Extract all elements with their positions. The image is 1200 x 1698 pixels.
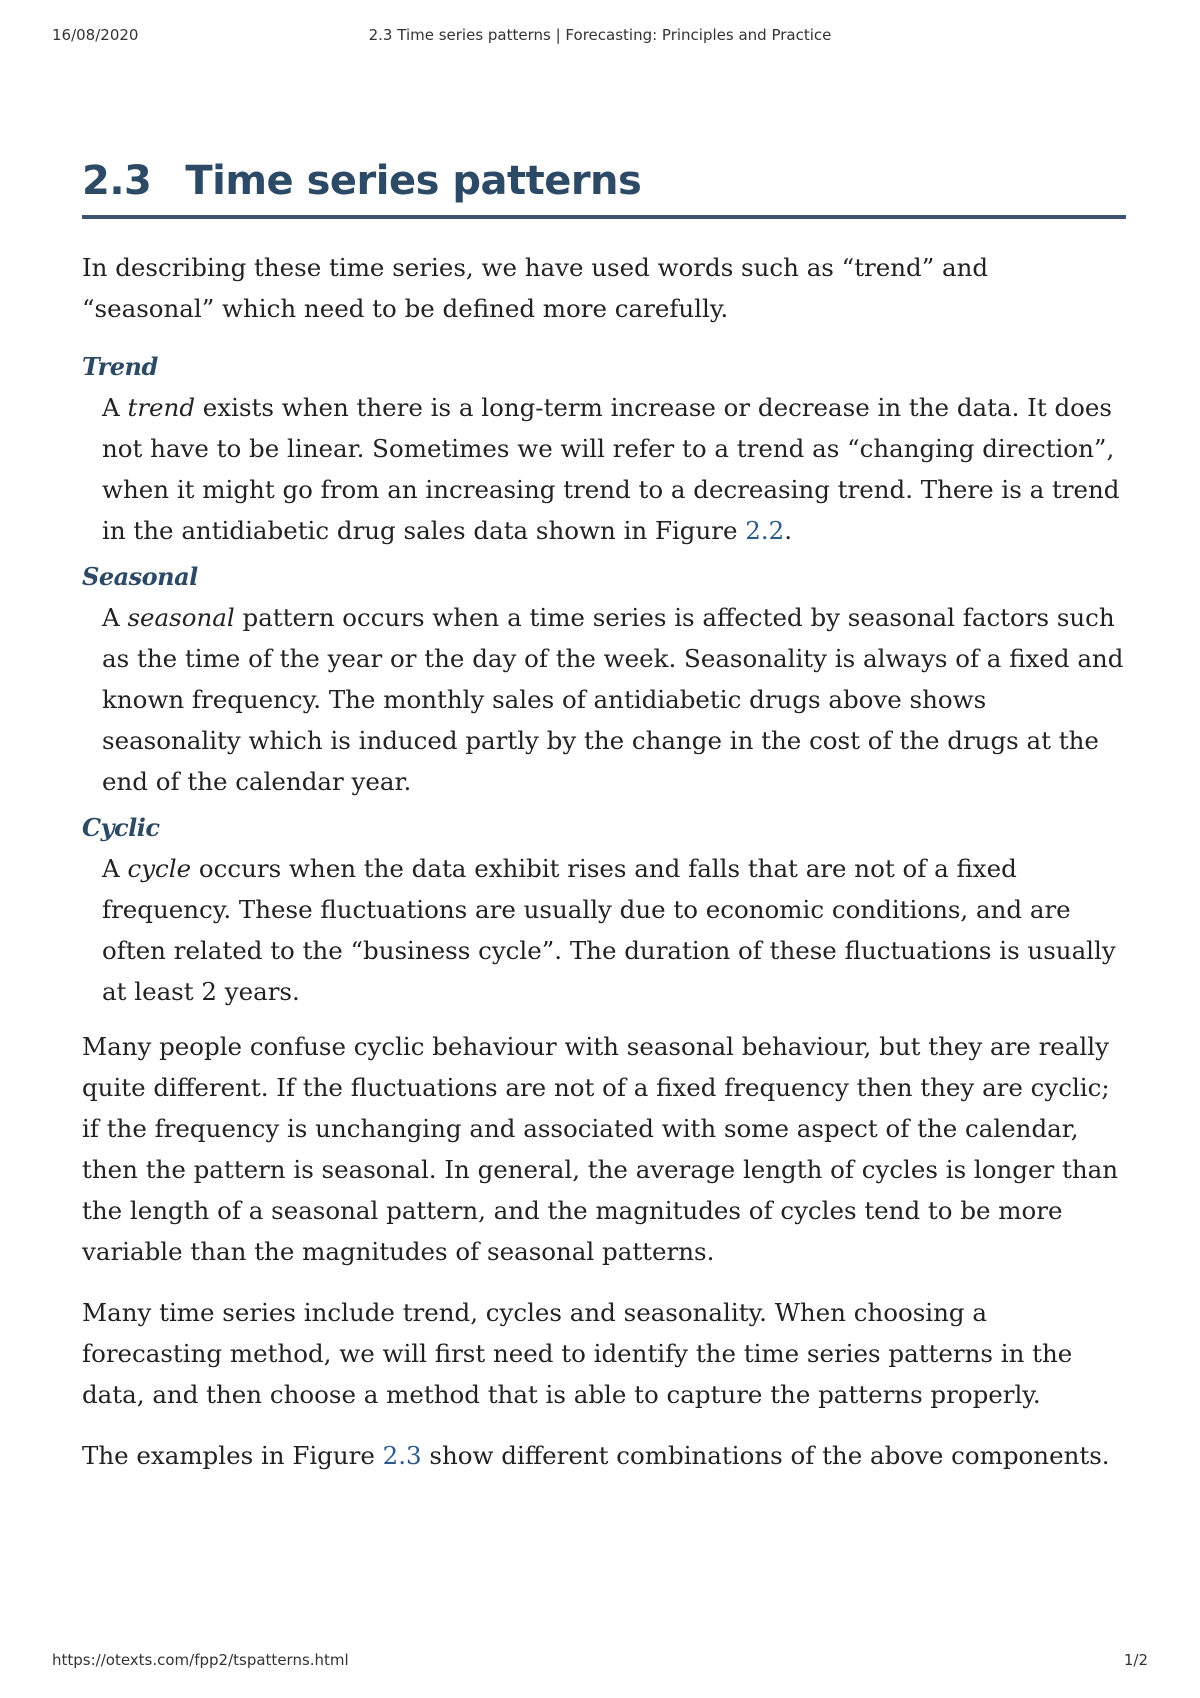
definition-cyclic-text: A cycle occurs when the data exhibit rises and falls that are not of a fixed frequency. These fluctuations are usually due to economic conditions, and are often related to the “business cycle”. The duration of these fluctuations is usually at least 2 years. xyxy=(102,854,1116,1006)
main-content xyxy=(82,155,1126,1476)
section-number: 2.3 xyxy=(82,158,152,204)
definition-list xyxy=(82,347,1126,1012)
paragraph-examples: The examples in Figure 2.3 show different combinations of the above components. xyxy=(82,1441,1110,1470)
page-number: 1/2 xyxy=(1123,1651,1148,1669)
definition-seasonal-text: A seasonal pattern occurs when a time series is affected by seasonal factors such as the time of the year or the day of the week. Seasonality is always of a fixed and known frequency. The monthly sales of antidiabetic drugs above shows seasonality which is induced partly by the change in the cost of the drugs at the end of the calendar year. xyxy=(102,603,1124,796)
print-header xyxy=(52,26,1148,50)
figure-2-2-link[interactable]: 2.2 xyxy=(745,516,785,545)
print-url: https://otexts.com/fpp2/tspatterns.html xyxy=(52,1651,349,1669)
term-seasonal: Seasonal xyxy=(82,562,198,591)
intro-paragraph: In describing these time series, we have used words such as “trend” and “seasonal” which need to be defined more carefully. xyxy=(82,253,989,323)
definition-trend xyxy=(102,387,1126,551)
paragraph-cyclic-vs-seasonal: Many people confuse cyclic behaviour with seasonal behaviour, but they are really quite different. If the fluctuations are not of a fixed frequency then they are cyclic; if the frequency is unchanging and associated with some aspect of the calendar, then the pattern is seasonal. In general, the average length of cycles is longer than the length of a seasonal pattern, and the magnitudes of cycles tend to be more variable than the magnitudes of seasonal patterns. xyxy=(82,1032,1118,1266)
term-trend: Trend xyxy=(82,352,158,381)
section-heading xyxy=(82,155,1126,219)
term-emphasis: cycle xyxy=(127,854,192,883)
term-emphasis: trend xyxy=(127,393,196,422)
print-date: 16/08/2020 xyxy=(52,26,139,44)
definition-trend-text: A trend exists when there is a long-term increase or decrease in the data. It does not have to be linear. Sometimes we will refer to a trend as “changing direction”, when it might go from an increasing trend to a decreasing trend. There is a trend in the antidiabetic drug sales data shown in Figure 2.2. xyxy=(102,393,1120,545)
term-cyclic: Cyclic xyxy=(82,813,160,842)
term-emphasis: seasonal xyxy=(127,603,235,632)
paragraph-forecasting-method: Many time series include trend, cycles and seasonality. When choosing a forecasting method, we will first need to identify the time series patterns in the data, and then choose a method that is able to capture the patterns properly. xyxy=(82,1298,1073,1409)
definition-seasonal xyxy=(102,597,1126,802)
definition-cyclic xyxy=(102,848,1126,1012)
print-footer xyxy=(52,1651,1148,1675)
figure-2-3-link[interactable]: 2.3 xyxy=(382,1441,422,1470)
print-page-title: 2.3 Time series patterns | Forecasting: Principles and Practice xyxy=(368,26,832,44)
section-title: Time series patterns xyxy=(185,158,642,204)
